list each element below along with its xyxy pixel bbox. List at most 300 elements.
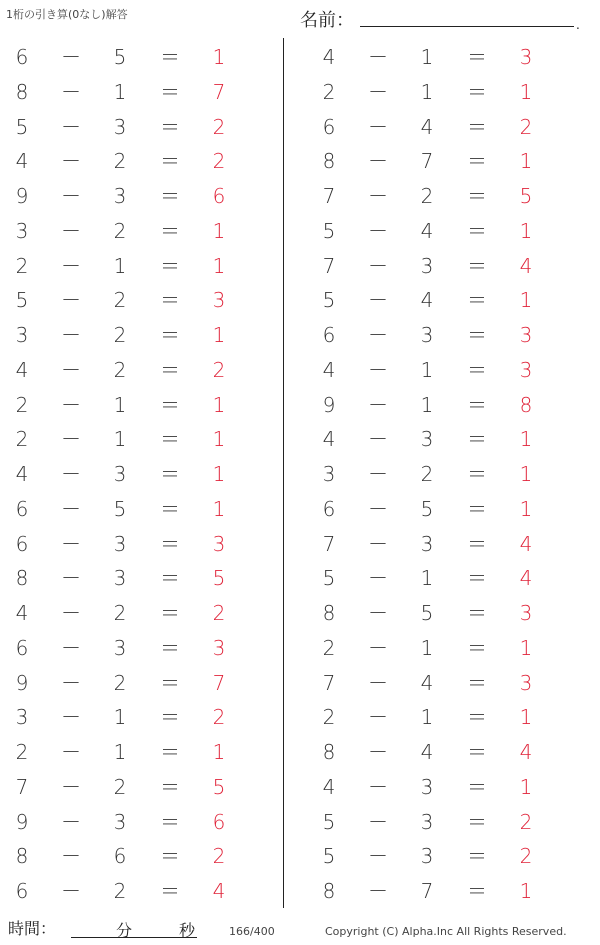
minus-sign: － <box>61 531 81 556</box>
answer: 1 <box>212 218 226 243</box>
equals-sign: ＝ <box>160 740 180 764</box>
problem-row <box>307 737 567 767</box>
answer: 1 <box>212 45 226 69</box>
subtrahend: 5 <box>113 496 127 521</box>
answer: 1 <box>519 427 533 452</box>
minuend: 7 <box>322 670 336 695</box>
answer: 6 <box>212 809 226 834</box>
name-area <box>300 4 592 32</box>
minus-sign: － <box>61 218 81 243</box>
minus-sign: － <box>61 288 81 313</box>
minus-sign: － <box>368 323 388 347</box>
problem-row <box>307 42 567 72</box>
minus-sign: － <box>61 184 81 208</box>
minus-sign: － <box>368 496 388 521</box>
minuend: 4 <box>15 149 29 174</box>
equals-sign: ＝ <box>160 566 180 591</box>
answer: 2 <box>212 149 226 174</box>
problem-row <box>0 77 260 107</box>
subtrahend: 6 <box>113 844 127 869</box>
minuend: 3 <box>15 218 29 243</box>
answer: 1 <box>519 462 533 486</box>
equals-sign: ＝ <box>467 288 487 313</box>
subtrahend: 1 <box>420 392 434 417</box>
answer: 2 <box>212 114 226 139</box>
problem-row <box>0 772 260 802</box>
subtrahend: 4 <box>420 670 434 695</box>
minuend: 6 <box>15 45 29 69</box>
equals-sign: ＝ <box>467 705 487 730</box>
minuend: 5 <box>322 566 336 591</box>
problem-row <box>307 216 567 246</box>
subtrahend: 3 <box>113 566 127 591</box>
problem-row <box>307 529 567 559</box>
equals-sign: ＝ <box>467 496 487 521</box>
answer: 2 <box>519 844 533 869</box>
equals-sign: ＝ <box>160 253 180 278</box>
problem-row <box>307 633 567 663</box>
problem-row <box>307 598 567 628</box>
equals-sign: ＝ <box>160 809 180 834</box>
equals-sign: ＝ <box>467 149 487 174</box>
minus-sign: － <box>368 218 388 243</box>
minuend: 5 <box>15 114 29 139</box>
minus-sign: － <box>368 462 388 486</box>
minus-sign: － <box>61 114 81 139</box>
equals-sign: ＝ <box>467 79 487 104</box>
equals-sign: ＝ <box>160 149 180 174</box>
equals-sign: ＝ <box>467 45 487 69</box>
page-number: 166/400 <box>229 925 275 938</box>
subtrahend: 2 <box>113 149 127 174</box>
minus-sign: － <box>61 774 81 799</box>
subtrahend: 2 <box>113 879 127 903</box>
subtrahend: 3 <box>113 114 127 139</box>
subtrahend: 3 <box>420 323 434 347</box>
equals-sign: ＝ <box>160 635 180 660</box>
minus-sign: － <box>61 79 81 104</box>
minus-sign: － <box>61 462 81 486</box>
minuend: 7 <box>322 253 336 278</box>
minus-sign: － <box>368 635 388 660</box>
equals-sign: ＝ <box>467 392 487 417</box>
minuend: 8 <box>322 740 336 764</box>
answer: 3 <box>519 323 533 347</box>
minuend: 6 <box>322 496 336 521</box>
equals-sign: ＝ <box>467 844 487 869</box>
problem-row <box>0 494 260 524</box>
subtrahend: 4 <box>420 740 434 764</box>
equals-sign: ＝ <box>467 774 487 799</box>
subtrahend: 3 <box>420 531 434 556</box>
problem-row <box>0 807 260 837</box>
equals-sign: ＝ <box>160 496 180 521</box>
answer: 4 <box>519 253 533 278</box>
column-divider <box>283 38 284 908</box>
minuend: 8 <box>322 879 336 903</box>
minuend: 6 <box>15 879 29 903</box>
minus-sign: － <box>368 670 388 695</box>
problem-row <box>0 668 260 698</box>
equals-sign: ＝ <box>467 601 487 625</box>
problem-row <box>0 320 260 350</box>
equals-sign: ＝ <box>160 427 180 452</box>
problem-row <box>0 633 260 663</box>
subtrahend: 1 <box>113 79 127 104</box>
problem-row <box>0 181 260 211</box>
minuend: 5 <box>322 288 336 313</box>
problem-row <box>0 285 260 315</box>
minus-sign: － <box>368 114 388 139</box>
equals-sign: ＝ <box>467 427 487 452</box>
equals-sign: ＝ <box>467 357 487 382</box>
equals-sign: ＝ <box>467 253 487 278</box>
name-field-line[interactable] <box>360 26 574 27</box>
equals-sign: ＝ <box>160 844 180 869</box>
minuend: 4 <box>15 462 29 486</box>
equals-sign: ＝ <box>160 531 180 556</box>
problem-row <box>0 112 260 142</box>
answer: 3 <box>212 531 226 556</box>
problem-row <box>307 807 567 837</box>
problem-row <box>307 251 567 281</box>
answer: 6 <box>212 184 226 208</box>
subtrahend: 7 <box>420 879 434 903</box>
subtrahend: 4 <box>420 288 434 313</box>
answer: 2 <box>519 809 533 834</box>
answer: 1 <box>519 879 533 903</box>
problem-row <box>0 563 260 593</box>
minus-sign: － <box>61 149 81 174</box>
subtrahend: 1 <box>420 79 434 104</box>
minus-sign: － <box>61 809 81 834</box>
answer: 4 <box>519 740 533 764</box>
subtrahend: 1 <box>420 357 434 382</box>
answer: 1 <box>519 496 533 521</box>
answer: 4 <box>212 879 226 903</box>
minuend: 8 <box>322 601 336 625</box>
minuend: 9 <box>15 670 29 695</box>
problem-row <box>307 285 567 315</box>
minus-sign: － <box>368 392 388 417</box>
minus-sign: － <box>61 844 81 869</box>
equals-sign: ＝ <box>467 531 487 556</box>
problem-row <box>307 181 567 211</box>
answer: 7 <box>212 670 226 695</box>
problem-row <box>0 876 260 906</box>
equals-sign: ＝ <box>160 705 180 730</box>
equals-sign: ＝ <box>160 879 180 903</box>
equals-sign: ＝ <box>467 740 487 764</box>
problem-row <box>307 424 567 454</box>
answer: 1 <box>519 288 533 313</box>
minuend: 2 <box>15 392 29 417</box>
answer: 1 <box>519 774 533 799</box>
subtrahend: 1 <box>113 705 127 730</box>
equals-sign: ＝ <box>160 218 180 243</box>
minuend: 4 <box>15 357 29 382</box>
problem-row <box>307 320 567 350</box>
subtrahend: 2 <box>113 601 127 625</box>
minuend: 4 <box>322 427 336 452</box>
answer: 1 <box>212 253 226 278</box>
minus-sign: － <box>368 809 388 834</box>
subtrahend: 3 <box>113 184 127 208</box>
minus-sign: － <box>368 357 388 382</box>
minus-sign: － <box>368 288 388 313</box>
problem-row <box>0 390 260 420</box>
minuend: 9 <box>322 392 336 417</box>
minuend: 5 <box>322 809 336 834</box>
equals-sign: ＝ <box>467 809 487 834</box>
answer: 1 <box>519 149 533 174</box>
minus-sign: － <box>368 705 388 730</box>
minuend: 3 <box>15 323 29 347</box>
answer: 5 <box>212 774 226 799</box>
minus-sign: － <box>61 253 81 278</box>
minuend: 4 <box>322 774 336 799</box>
answer: 8 <box>519 392 533 417</box>
equals-sign: ＝ <box>160 670 180 695</box>
subtrahend: 4 <box>420 114 434 139</box>
subtrahend: 3 <box>420 844 434 869</box>
minus-sign: － <box>368 879 388 903</box>
equals-sign: ＝ <box>467 635 487 660</box>
minus-sign: － <box>61 740 81 764</box>
answer: 3 <box>519 670 533 695</box>
minus-sign: － <box>368 844 388 869</box>
problem-row <box>307 772 567 802</box>
equals-sign: ＝ <box>467 462 487 486</box>
subtrahend: 5 <box>420 601 434 625</box>
subtrahend: 3 <box>420 774 434 799</box>
answer: 2 <box>212 705 226 730</box>
minus-sign: － <box>61 323 81 347</box>
answer: 1 <box>519 635 533 660</box>
minuend: 7 <box>322 184 336 208</box>
minuend: 2 <box>322 705 336 730</box>
minus-sign: － <box>61 879 81 903</box>
problem-row <box>307 146 567 176</box>
subtrahend: 2 <box>420 184 434 208</box>
problem-row <box>307 668 567 698</box>
subtrahend: 3 <box>420 809 434 834</box>
equals-sign: ＝ <box>467 670 487 695</box>
answer: 4 <box>519 531 533 556</box>
subtrahend: 1 <box>113 253 127 278</box>
name-end-dot: . <box>576 18 580 32</box>
minus-sign: － <box>368 601 388 625</box>
equals-sign: ＝ <box>160 774 180 799</box>
problem-row <box>0 42 260 72</box>
minus-sign: － <box>368 79 388 104</box>
subtrahend: 1 <box>113 427 127 452</box>
answer: 5 <box>212 566 226 591</box>
answer: 1 <box>519 705 533 730</box>
subtrahend: 2 <box>420 462 434 486</box>
minus-sign: － <box>61 496 81 521</box>
subtrahend: 3 <box>113 462 127 486</box>
subtrahend: 2 <box>113 323 127 347</box>
answer: 2 <box>212 357 226 382</box>
minus-sign: － <box>368 531 388 556</box>
minuend: 9 <box>15 809 29 834</box>
minuend: 6 <box>322 114 336 139</box>
subtrahend: 3 <box>113 809 127 834</box>
minus-sign: － <box>368 149 388 174</box>
subtrahend: 2 <box>113 357 127 382</box>
subtrahend: 2 <box>113 288 127 313</box>
problem-row <box>0 737 260 767</box>
minuend: 6 <box>15 531 29 556</box>
minuend: 4 <box>322 357 336 382</box>
equals-sign: ＝ <box>160 79 180 104</box>
answer: 1 <box>212 740 226 764</box>
problem-row <box>0 424 260 454</box>
equals-sign: ＝ <box>467 184 487 208</box>
problem-row <box>0 216 260 246</box>
equals-sign: ＝ <box>467 218 487 243</box>
minus-sign: － <box>368 566 388 591</box>
minuend: 8 <box>322 149 336 174</box>
equals-sign: ＝ <box>467 566 487 591</box>
problem-row <box>0 598 260 628</box>
minuend: 3 <box>15 705 29 730</box>
answer: 3 <box>519 45 533 69</box>
problem-row <box>307 702 567 732</box>
answer: 5 <box>519 184 533 208</box>
minus-sign: － <box>61 357 81 382</box>
answer: 3 <box>212 635 226 660</box>
time-label: 時間： <box>8 919 57 938</box>
problem-row <box>307 494 567 524</box>
problem-row <box>307 77 567 107</box>
subtrahend: 1 <box>420 566 434 591</box>
minuend: 2 <box>322 79 336 104</box>
equals-sign: ＝ <box>160 323 180 347</box>
answer: 2 <box>212 601 226 625</box>
minuend: 8 <box>15 79 29 104</box>
answer: 1 <box>212 427 226 452</box>
minus-sign: － <box>368 427 388 452</box>
answer: 2 <box>212 844 226 869</box>
minuend: 2 <box>15 740 29 764</box>
subtrahend: 5 <box>113 45 127 69</box>
problem-row <box>0 702 260 732</box>
minuend: 6 <box>322 323 336 347</box>
minus-sign: － <box>61 601 81 625</box>
problem-row <box>0 841 260 871</box>
equals-sign: ＝ <box>160 357 180 382</box>
answer: 1 <box>519 79 533 104</box>
equals-sign: ＝ <box>160 392 180 417</box>
minuend: 5 <box>322 844 336 869</box>
subtrahend: 7 <box>420 149 434 174</box>
answer: 2 <box>519 114 533 139</box>
answer: 1 <box>519 218 533 243</box>
equals-sign: ＝ <box>160 45 180 69</box>
problem-row <box>307 841 567 871</box>
subtrahend: 3 <box>420 253 434 278</box>
subtrahend: 1 <box>420 705 434 730</box>
problem-row <box>0 459 260 489</box>
minuend: 8 <box>15 566 29 591</box>
answer: 1 <box>212 323 226 347</box>
minuend: 5 <box>322 218 336 243</box>
subtrahend: 3 <box>420 427 434 452</box>
answer: 3 <box>519 357 533 382</box>
minus-sign: － <box>61 705 81 730</box>
name-label: 名前： <box>300 10 354 31</box>
minuend: 4 <box>322 45 336 69</box>
problem-row <box>307 876 567 906</box>
minuend: 2 <box>322 635 336 660</box>
problem-row <box>0 355 260 385</box>
minuend: 4 <box>15 601 29 625</box>
minus-sign: － <box>61 392 81 417</box>
subtrahend: 4 <box>420 218 434 243</box>
subtrahend: 5 <box>420 496 434 521</box>
minus-sign: － <box>368 774 388 799</box>
minuend: 8 <box>15 844 29 869</box>
answer: 3 <box>519 601 533 625</box>
equals-sign: ＝ <box>160 288 180 313</box>
subtrahend: 3 <box>113 635 127 660</box>
subtrahend: 2 <box>113 774 127 799</box>
problem-row <box>307 112 567 142</box>
minutes-label: 分 <box>116 921 133 940</box>
subtrahend: 2 <box>113 670 127 695</box>
equals-sign: ＝ <box>160 114 180 139</box>
equals-sign: ＝ <box>467 114 487 139</box>
answer: 4 <box>519 566 533 591</box>
minus-sign: － <box>61 670 81 695</box>
equals-sign: ＝ <box>467 323 487 347</box>
minus-sign: － <box>368 184 388 208</box>
problem-row <box>0 251 260 281</box>
minus-sign: － <box>61 635 81 660</box>
problem-row <box>307 355 567 385</box>
subtrahend: 1 <box>420 45 434 69</box>
minus-sign: － <box>368 253 388 278</box>
problem-row <box>307 563 567 593</box>
subtrahend: 1 <box>420 635 434 660</box>
sheet-title: 1桁の引き算(0なし)解答 <box>6 8 128 21</box>
subtrahend: 2 <box>113 218 127 243</box>
minuend: 7 <box>15 774 29 799</box>
minus-sign: － <box>368 740 388 764</box>
answer: 3 <box>212 288 226 313</box>
problem-row <box>307 459 567 489</box>
subtrahend: 3 <box>113 531 127 556</box>
subtrahend: 1 <box>113 740 127 764</box>
answer: 7 <box>212 79 226 104</box>
equals-sign: ＝ <box>160 184 180 208</box>
minuend: 7 <box>322 531 336 556</box>
subtrahend: 1 <box>113 392 127 417</box>
answer: 1 <box>212 462 226 486</box>
answer: 1 <box>212 496 226 521</box>
equals-sign: ＝ <box>467 879 487 903</box>
equals-sign: ＝ <box>160 601 180 625</box>
minus-sign: － <box>368 45 388 69</box>
minus-sign: － <box>61 566 81 591</box>
minuend: 3 <box>322 462 336 486</box>
minuend: 5 <box>15 288 29 313</box>
problem-row <box>307 390 567 420</box>
minus-sign: － <box>61 427 81 452</box>
seconds-label: 秒 <box>179 921 196 940</box>
